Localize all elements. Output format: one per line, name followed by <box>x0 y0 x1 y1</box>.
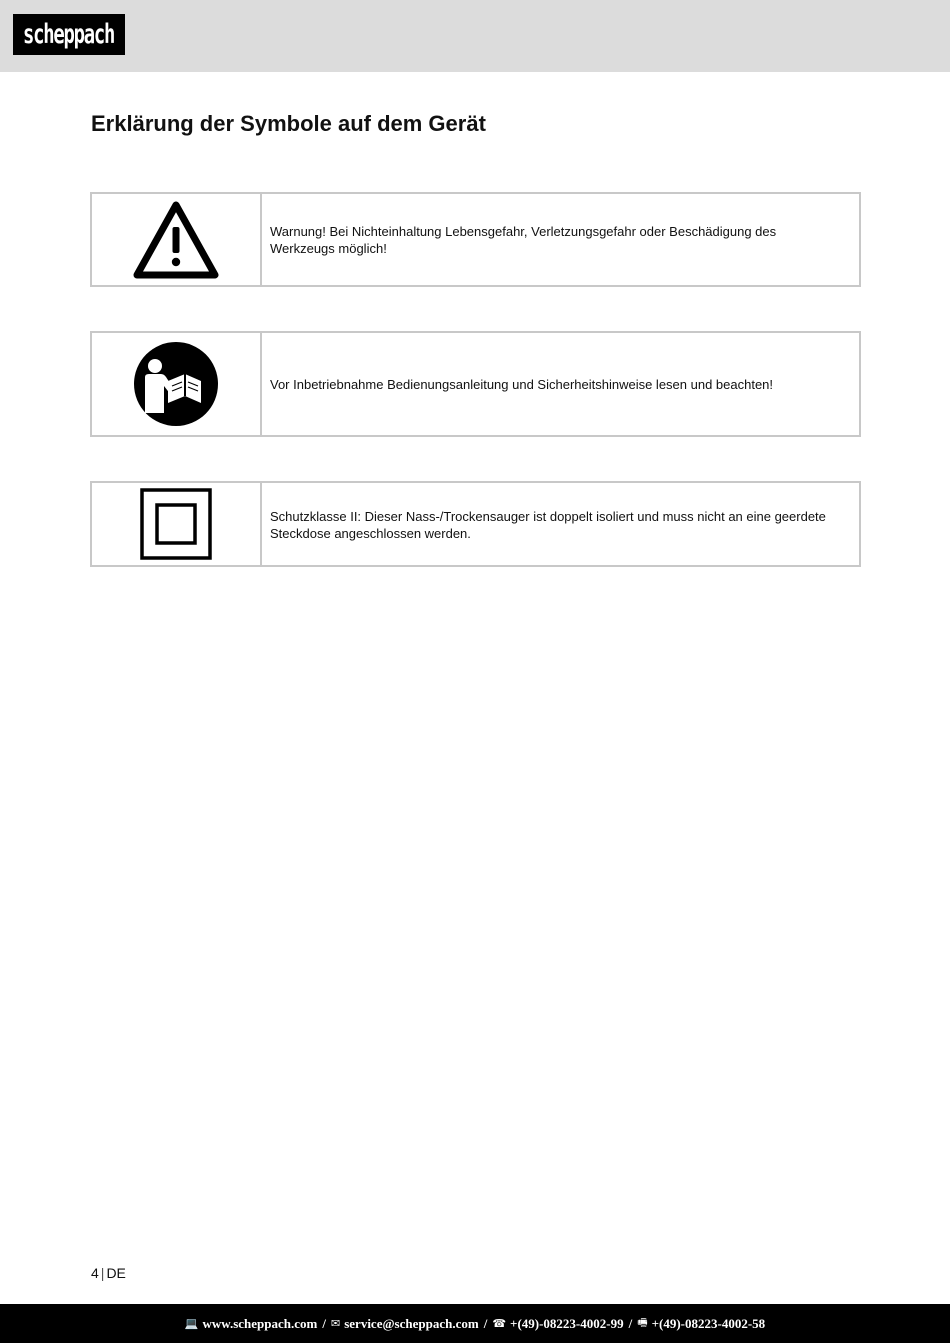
footer-separator: / <box>322 1315 326 1331</box>
warning-triangle-icon <box>133 201 219 279</box>
header-band <box>0 0 950 72</box>
computer-icon: 💻 <box>184 1317 199 1330</box>
logo-text: scheppach <box>23 19 115 50</box>
symbol-cell <box>92 333 262 435</box>
footer-bar <box>0 1304 950 1343</box>
symbol-description: Warnung! Bei Nichteinhaltung Lebensgefahr, Verletzungsgefahr oder Beschädigung des Werkzeugs möglich! <box>270 223 777 256</box>
symbol-row-read-manual <box>90 331 861 437</box>
footer-phone: +(49)-08223-4002-99 <box>510 1315 624 1331</box>
page-title: Erklärung der Symbole auf dem Gerät <box>91 111 486 136</box>
mail-icon: ✉ <box>331 1317 341 1330</box>
read-manual-icon <box>133 341 219 427</box>
symbol-cell <box>92 194 262 285</box>
symbol-row-warning <box>90 192 861 287</box>
phone-icon: ☎ <box>492 1317 507 1330</box>
symbol-description: Vor Inbetriebnahme Bedienungsanleitung und Sicherheitshinweise lesen und beachten! <box>270 376 774 392</box>
page-language: DE <box>106 1265 126 1281</box>
footer-separator: / <box>628 1315 633 1331</box>
footer-website[interactable]: www.scheppach.com <box>202 1315 318 1331</box>
page-number-separator: | <box>100 1265 105 1281</box>
fax-icon: 🖷 <box>637 1316 648 1329</box>
scheppach-logo <box>13 14 125 55</box>
footer-separator: / <box>483 1315 488 1331</box>
page-number-value: 4 <box>91 1265 99 1281</box>
symbol-description: Schutzklasse II: Dieser Nass-/Trockensauger ist doppelt isoliert und muss nicht an eine geerdete Steckdose angeschlossen werden. <box>270 509 826 541</box>
footer-email[interactable]: service@scheppach.com <box>344 1315 479 1331</box>
symbol-cell <box>92 483 262 565</box>
protection-class-ii-icon <box>140 488 212 560</box>
page-number <box>91 1265 126 1281</box>
footer-fax: +(49)-08223-4002-58 <box>651 1315 766 1331</box>
symbol-row-protection-class <box>90 481 861 567</box>
